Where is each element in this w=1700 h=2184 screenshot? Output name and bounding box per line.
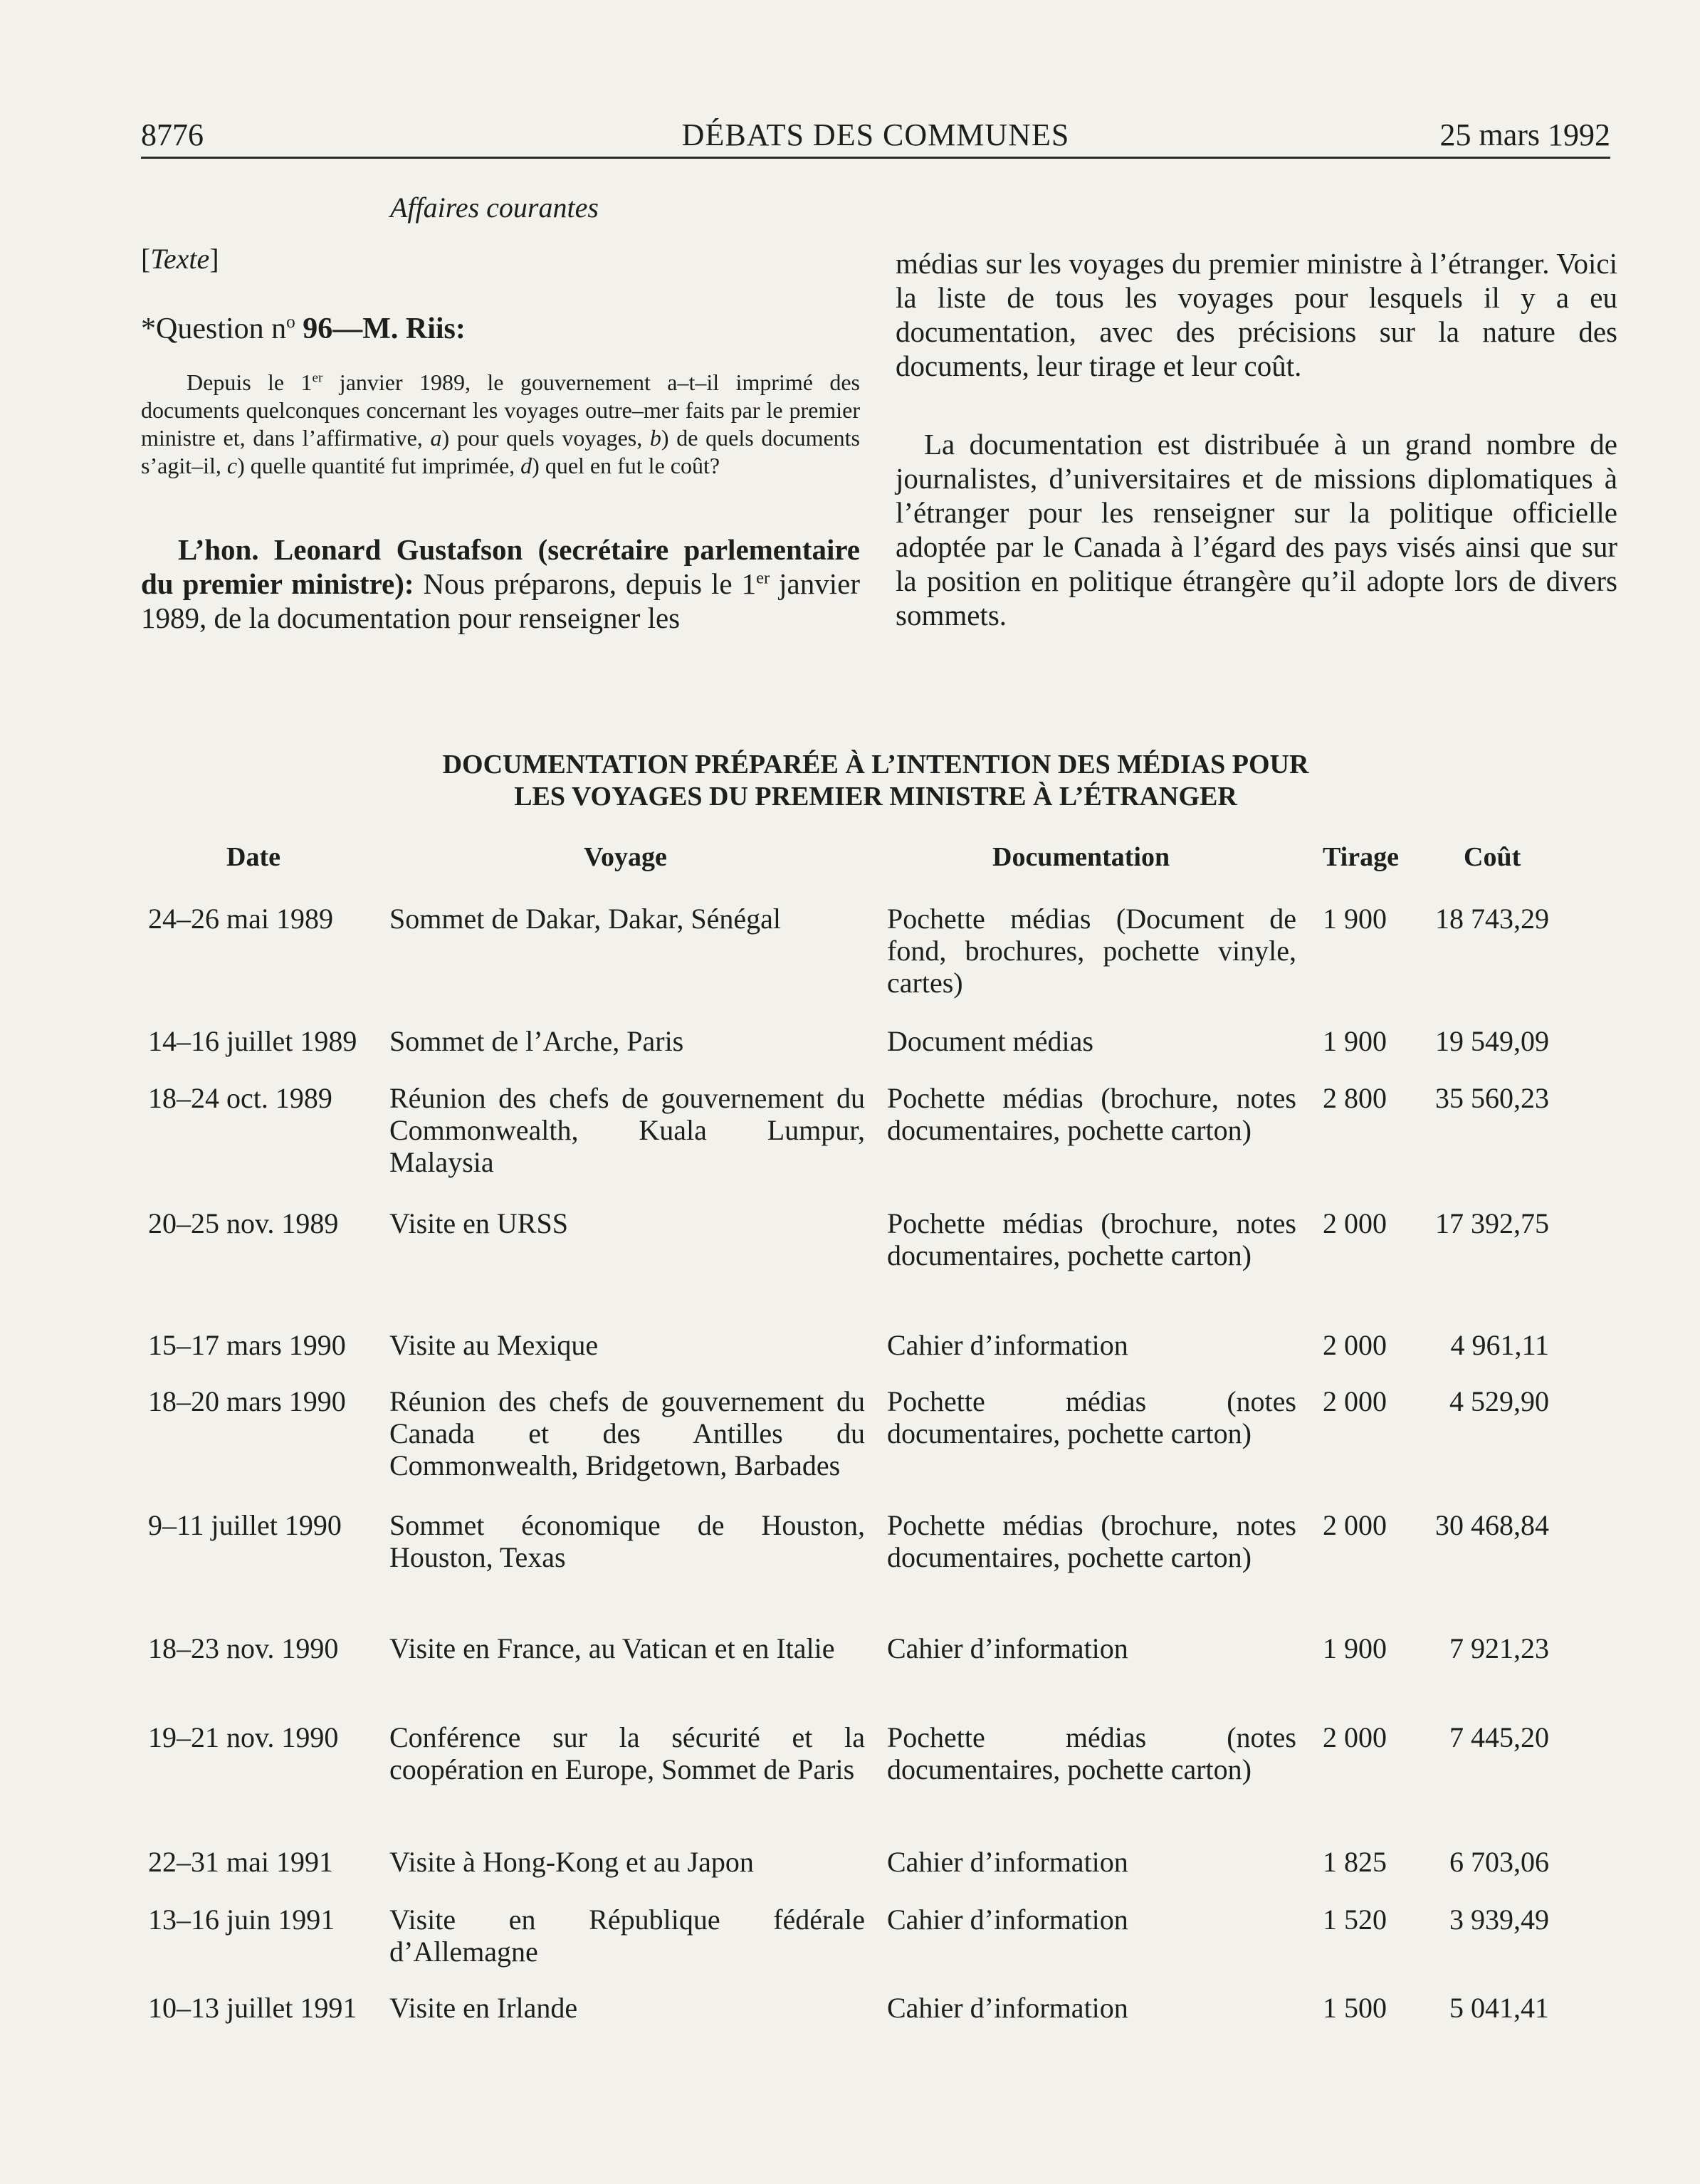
question-heading (141, 312, 466, 346)
cell-voyage: Sommet de Dakar, Dakar, Sénégal (389, 903, 781, 935)
cell-tirage: 2 000 (1323, 1509, 1387, 1541)
cell-voyage: Visite au Mexique (389, 1329, 599, 1361)
cell-voyage: Sommet économique de Houston, Houston, Texas (389, 1509, 865, 1573)
cell-voyage: Visite en République fédérale d’Allemagne (389, 1904, 865, 1968)
col-header-cout: Coût (1464, 842, 1521, 872)
cell-date: 9–11 juillet 1990 (148, 1509, 342, 1541)
q-text: ) quelle quantité fut imprimée, (237, 453, 521, 478)
section-rubric: Affaires courantes (390, 191, 599, 224)
cell-cout: 17 392,75 (1435, 1207, 1549, 1239)
answer-text: Nous préparons, depuis le 1 (414, 567, 757, 600)
cell-tirage: 1 900 (1323, 1632, 1387, 1664)
q-text: janvier 1989, le gouvernement a–t–il imprimé des documents quelconques concernant les voyages outre–mer faits par le premier ministre et, dans l’affirmative, (141, 369, 861, 451)
cell-tirage: 2 000 (1323, 1385, 1387, 1417)
cell-date: 20–25 nov. 1989 (148, 1207, 339, 1239)
issue-date: 25 mars 1992 (1439, 117, 1610, 152)
cell-documentation: Cahier d’information (887, 1329, 1128, 1361)
question-prefix: *Question n (141, 313, 287, 345)
right-paragraph-2: La documentation est distribuée à un grand nombre de journalistes, d’universitaires et de missions diplomatiques à l’étranger pour les renseigner sur la politique officielle adoptée par le Canada à l’égard des pays visés ainsi que sur la position en politique étrangère qu’il adopte lors de divers sommets. (896, 428, 1617, 631)
table-title-line-1: DOCUMENTATION PRÉPARÉE À L’INTENTION DES MÉDIAS POUR (442, 750, 1309, 779)
cell-documentation: Pochette médias (brochure, notes documentaires, pochette carton) (887, 1082, 1296, 1146)
cell-date: 22–31 mai 1991 (148, 1846, 333, 1878)
cell-cout: 30 468,84 (1435, 1509, 1549, 1541)
running-header (141, 112, 1610, 155)
cell-tirage: 2 800 (1323, 1082, 1387, 1114)
cell-voyage: Conférence sur la sécurité et la coopération en Europe, Sommet de Paris (389, 1721, 865, 1785)
cell-date: 18–20 mars 1990 (148, 1385, 346, 1417)
col-header-voyage: Voyage (584, 842, 667, 872)
cell-cout: 7 921,23 (1449, 1632, 1549, 1664)
cell-tirage: 1 825 (1323, 1846, 1387, 1878)
q-text: ) quel en fut le coût? (532, 453, 720, 478)
cell-tirage: 2 000 (1323, 1207, 1387, 1239)
cell-tirage: 2 000 (1323, 1721, 1387, 1753)
cell-voyage: Réunion des chefs de gouvernement du Canada et des Antilles du Commonwealth, Bridgetown, Barbades (389, 1385, 865, 1481)
cell-documentation: Cahier d’information (887, 1632, 1128, 1664)
cell-cout: 6 703,06 (1449, 1846, 1549, 1878)
q-letter: b (649, 425, 661, 451)
cell-date: 15–17 mars 1990 (148, 1329, 346, 1361)
q-letter: c (226, 453, 238, 478)
cell-cout: 4 961,11 (1450, 1329, 1549, 1361)
cell-voyage: Visite en URSS (389, 1207, 568, 1239)
table-title (141, 749, 1610, 813)
cell-documentation: Pochette médias (Document de fond, brochures, pochette vinyle, cartes) (887, 903, 1296, 999)
right-paragraph-1: médias sur les voyages du premier ministre à l’étranger. Voici la liste de tous les voyages pour lesquels il y a eu documentation, avec des précisions sur la nature des documents, leur tirage et leur coût. (896, 247, 1617, 382)
question-body (141, 369, 860, 480)
cell-date: 18–24 oct. 1989 (148, 1082, 332, 1114)
q-text: ) de quels documents s’agit–il, (141, 425, 861, 478)
texte-label: Texte (150, 243, 210, 275)
cell-date: 18–23 nov. 1990 (148, 1632, 339, 1664)
cell-tirage: 2 000 (1323, 1329, 1387, 1361)
cell-cout: 4 529,90 (1449, 1385, 1549, 1417)
answer-paragraph (141, 532, 860, 635)
cell-cout: 3 939,49 (1449, 1904, 1549, 1936)
header-rule (141, 157, 1610, 159)
cell-voyage: Sommet de l’Arche, Paris (389, 1025, 684, 1057)
q-text: ) pour quels voyages, (441, 425, 650, 451)
col-header-date: Date (226, 842, 280, 872)
cell-documentation: Pochette médias (brochure, notes documentaires, pochette carton) (887, 1207, 1296, 1271)
q-text: Depuis le 1 (187, 369, 313, 395)
q-letter: d (520, 453, 532, 478)
q-sup: er (312, 370, 323, 386)
publication-title: DÉBATS DES COMMUNES (681, 117, 1070, 152)
cell-documentation: Document médias (887, 1025, 1093, 1057)
cell-documentation: Cahier d’information (887, 1992, 1128, 2024)
answer-sup: er (756, 568, 770, 588)
q-letter: a (430, 425, 442, 451)
answer-text: janvier 1989, de la documentation pour renseigner les (141, 567, 861, 634)
cell-cout: 35 560,23 (1435, 1082, 1549, 1114)
cell-cout: 7 445,20 (1449, 1721, 1549, 1753)
texte-tag: [Texte] (141, 243, 219, 275)
cell-date: 19–21 nov. 1990 (148, 1721, 339, 1753)
cell-documentation: Pochette médias (notes documentaires, pochette carton) (887, 1385, 1296, 1449)
cell-documentation: Cahier d’information (887, 1904, 1128, 1936)
col-header-documentation: Documentation (992, 842, 1170, 872)
cell-date: 10–13 juillet 1991 (148, 1992, 357, 2024)
cell-cout: 18 743,29 (1435, 903, 1549, 935)
cell-documentation: Pochette médias (notes documentaires, pochette carton) (887, 1721, 1296, 1785)
cell-date: 13–16 juin 1991 (148, 1904, 335, 1936)
cell-cout: 5 041,41 (1449, 1992, 1549, 2024)
question-superscript: o (286, 313, 295, 332)
cell-date: 24–26 mai 1989 (148, 903, 333, 935)
col-header-tirage: Tirage (1323, 842, 1399, 872)
cell-voyage: Visite en Irlande (389, 1992, 578, 2024)
cell-tirage: 1 900 (1323, 1025, 1387, 1057)
page-number: 8776 (141, 117, 204, 152)
cell-tirage: 1 520 (1323, 1904, 1387, 1936)
cell-tirage: 1 500 (1323, 1992, 1387, 2024)
cell-voyage: Réunion des chefs de gouvernement du Commonwealth, Kuala Lumpur, Malaysia (389, 1082, 865, 1178)
cell-documentation: Cahier d’information (887, 1846, 1128, 1878)
cell-voyage: Visite à Hong-Kong et au Japon (389, 1846, 754, 1878)
cell-documentation: Pochette médias (brochure, notes documentaires, pochette carton) (887, 1509, 1296, 1573)
table-title-line-2: LES VOYAGES DU PREMIER MINISTRE À L’ÉTRANGER (514, 782, 1237, 812)
question-number-author: 96—M. Riis: (295, 313, 466, 345)
cell-voyage: Visite en France, au Vatican et en Italie (389, 1632, 835, 1664)
speaker-name: L’hon. Leonard Gustafson (secrétaire parlementaire du premier ministre): (141, 533, 860, 600)
cell-cout: 19 549,09 (1435, 1025, 1549, 1057)
cell-date: 14–16 juillet 1989 (148, 1025, 357, 1057)
cell-tirage: 1 900 (1323, 903, 1387, 935)
